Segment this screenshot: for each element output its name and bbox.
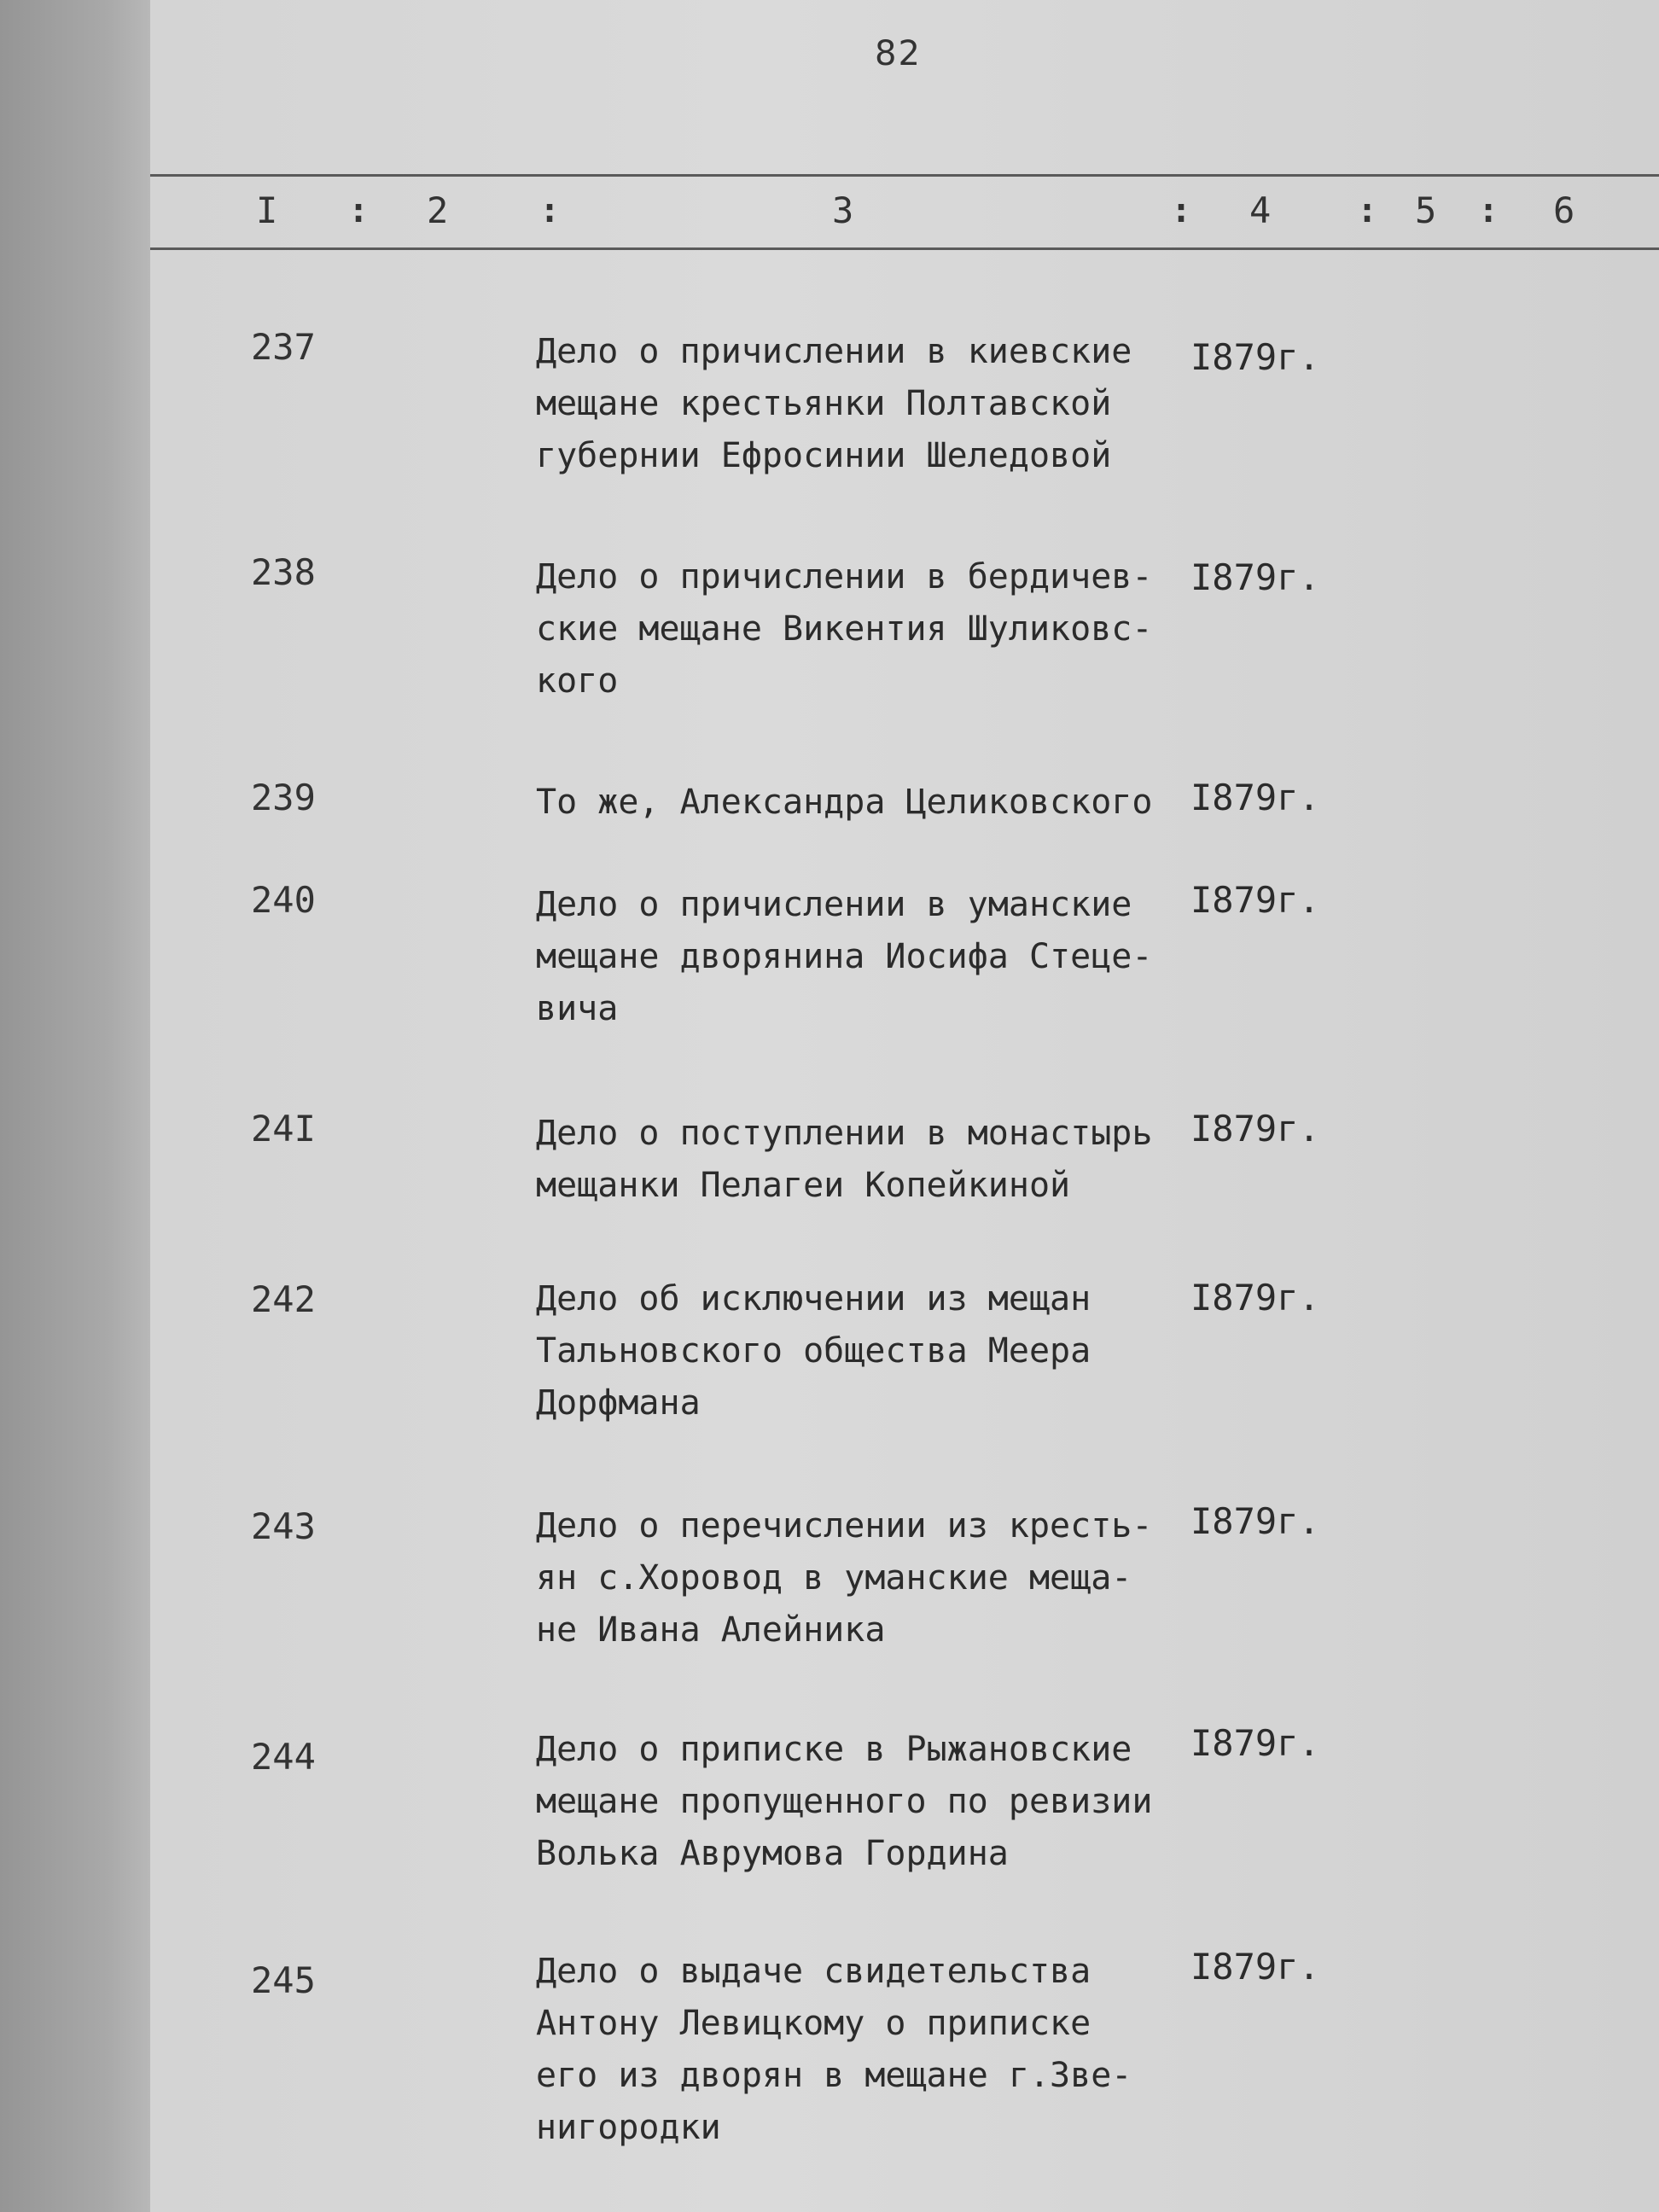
entry-text-line: Дело о поступлении в монастырь [536, 1114, 1153, 1153]
page-number: 82 [875, 34, 922, 73]
column-separator: : [1478, 191, 1499, 230]
entry-number: 237 [251, 326, 316, 368]
entry-year: I879г. [1190, 556, 1320, 598]
entry-year: I879г. [1190, 1277, 1320, 1318]
entry-text-line: губернии Ефросинии Шеледовой [536, 436, 1112, 475]
entry-description [536, 879, 1202, 1035]
entry-year: I879г. [1190, 1500, 1320, 1542]
entry-text-line: Дело о выдаче свидетельства [536, 1952, 1091, 1991]
entry-description [536, 1946, 1202, 2154]
entry-text-line: мещане крестьянки Полтавской [536, 384, 1112, 423]
entry-text-line: мещане дворянина Иосифа Стеце- [536, 937, 1153, 976]
entry-text-line: ян с.Хоровод в уманские меща- [536, 1558, 1132, 1598]
entry-year: I879г. [1190, 879, 1320, 921]
entry-number: 239 [251, 777, 316, 818]
column-separator: : [539, 191, 561, 230]
entry-text-line: Дело о причислении в бердичев- [536, 557, 1153, 597]
entry-year: I879г. [1190, 1108, 1320, 1150]
entry-description [536, 1724, 1202, 1880]
header-rule-top [150, 174, 1659, 177]
header-rule-bottom [150, 247, 1659, 250]
entry-text-line: не Ивана Алейника [536, 1610, 886, 1650]
entry-text-line: вича [536, 989, 619, 1028]
entry-description [536, 326, 1202, 482]
page-left-edge [0, 0, 154, 2212]
entry-number: 242 [251, 1278, 316, 1320]
entry-year: I879г. [1190, 1722, 1320, 1764]
entry-text-line: Дорфмана [536, 1383, 701, 1423]
entry-number: 24I [251, 1108, 316, 1150]
entry-text-line: нигородки [536, 2108, 721, 2147]
entry-text-line: Дело о причислении в уманские [536, 885, 1132, 924]
entry-description [536, 1108, 1202, 1212]
entry-description [536, 1273, 1202, 1429]
entry-text-line: Дело о перечислении из кресть- [536, 1506, 1153, 1545]
entry-text-line: мещанки Пелагеи Копейкиной [536, 1166, 1071, 1205]
entry-description [536, 1500, 1202, 1656]
entry-text-line: То же, Александра Целиковского [536, 783, 1153, 822]
entry-year: I879г. [1190, 336, 1320, 378]
entry-description [536, 777, 1202, 829]
column-header-6: 6 [1553, 189, 1575, 231]
entry-year: I879г. [1190, 1946, 1320, 1988]
entry-text-line: мещане пропущенного по ревизии [536, 1782, 1153, 1821]
entry-number: 245 [251, 1959, 316, 2001]
column-separator: : [1357, 191, 1378, 230]
column-header-3: 3 [832, 189, 854, 231]
entry-text-line: Тальновского общества Меера [536, 1331, 1091, 1371]
entry-text-line: Дело об исключении из мещан [536, 1279, 1091, 1318]
entry-number: 240 [251, 879, 316, 921]
entry-text-line: Антону Левицкому о приписке [536, 2004, 1091, 2043]
column-header-4: 4 [1249, 189, 1272, 231]
entry-number: 238 [251, 551, 316, 593]
entry-number: 244 [251, 1736, 316, 1778]
column-header-5: 5 [1415, 189, 1437, 231]
column-separator: : [348, 191, 370, 230]
column-separator: : [1171, 191, 1192, 230]
entry-text-line: Дело о приписке в Рыжановские [536, 1730, 1132, 1769]
entry-number: 243 [251, 1505, 316, 1547]
entry-text-line: Волька Аврумова Гордина [536, 1834, 1009, 1873]
entry-text-line: ские мещане Викентия Шуликовс- [536, 609, 1153, 649]
entry-year: I879г. [1190, 777, 1320, 818]
column-header-1: I [256, 189, 278, 231]
entry-text-line: кого [536, 661, 619, 701]
entry-text-line: его из дворян в мещане г.Зве- [536, 2056, 1132, 2095]
entry-text-line: Дело о причислении в киевские [536, 332, 1132, 371]
entry-description [536, 551, 1202, 707]
column-header-2: 2 [427, 189, 449, 231]
